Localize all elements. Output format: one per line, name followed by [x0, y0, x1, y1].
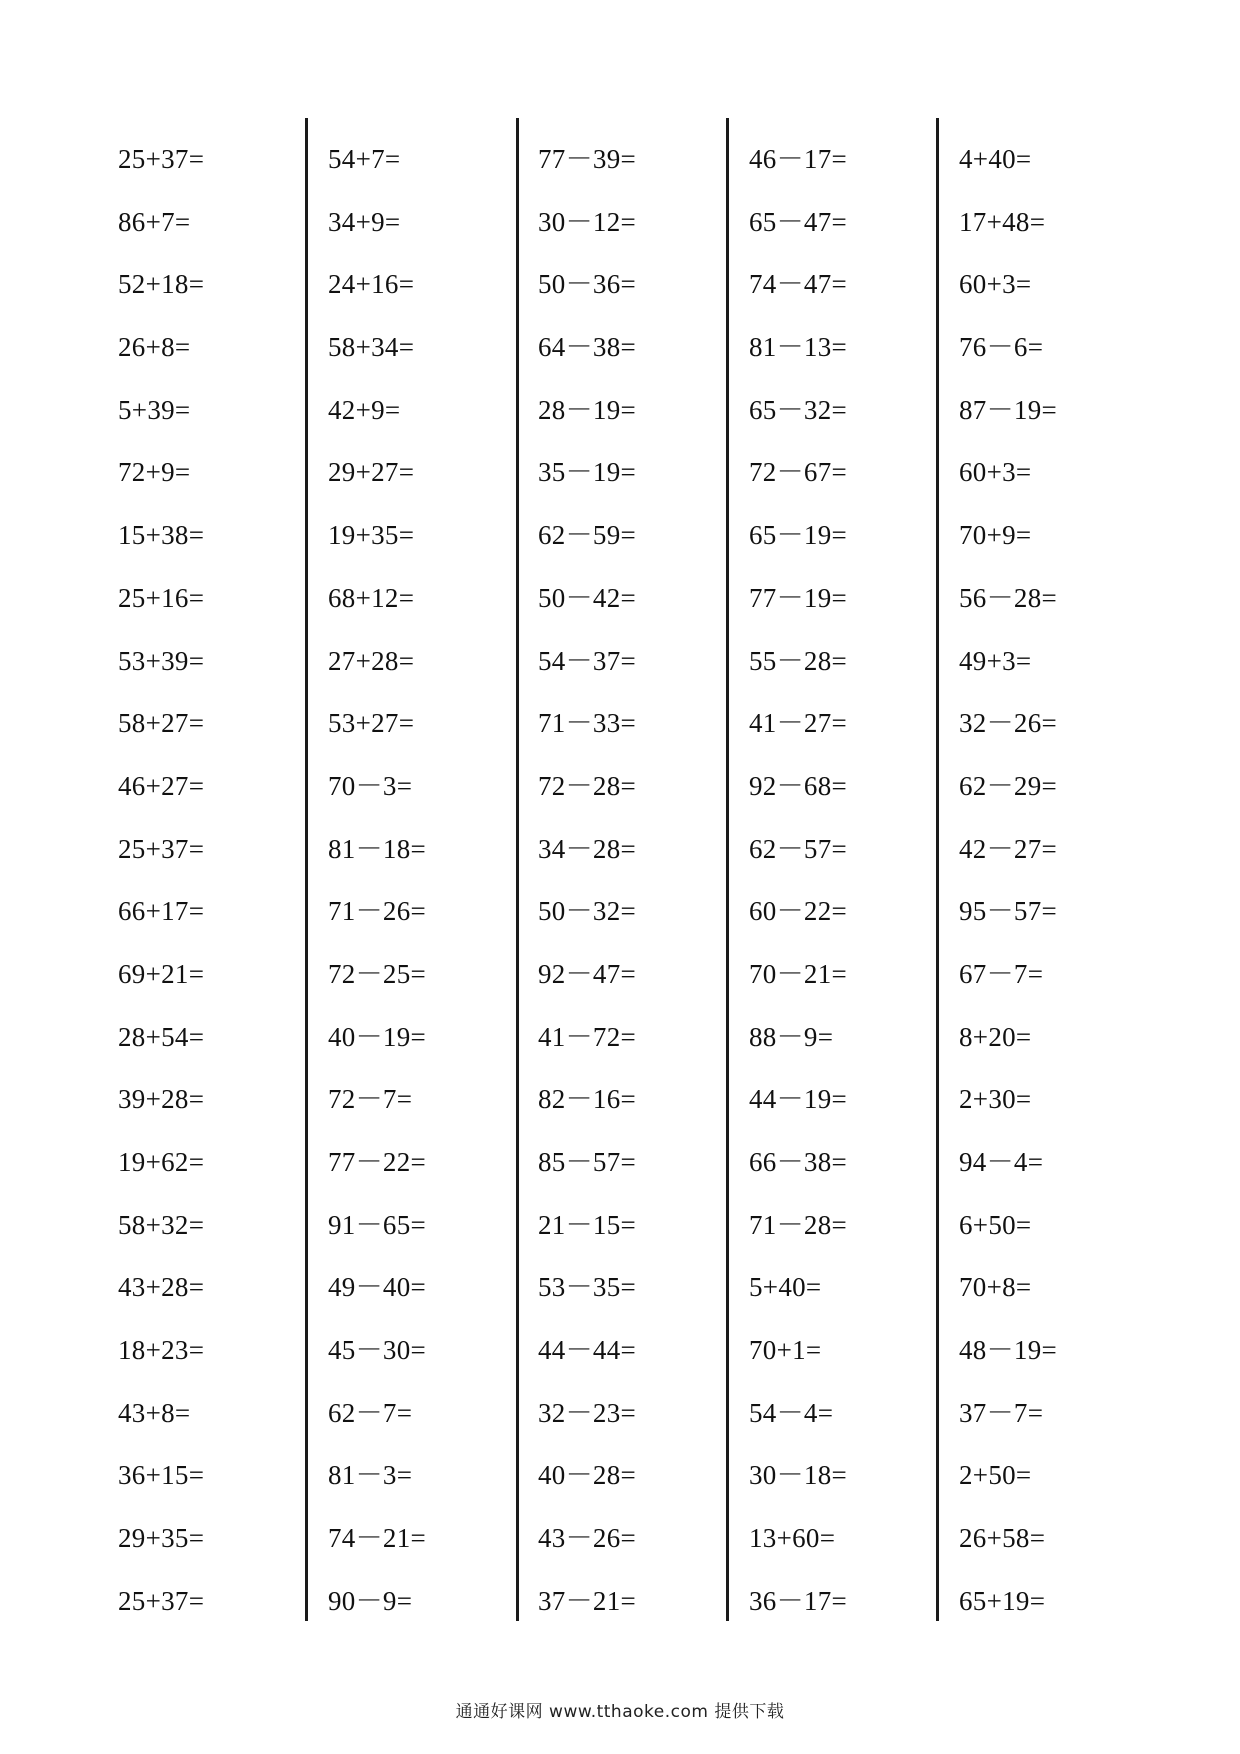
math-problem: 77－19=	[749, 582, 848, 613]
math-problem: 58+34=	[328, 332, 415, 363]
math-problem: 43－26=	[538, 1523, 637, 1554]
problem-column-5	[959, 128, 1159, 1633]
math-problem: 87－19=	[959, 394, 1058, 425]
math-problem: 81－18=	[328, 833, 427, 864]
math-problem: 36+15=	[118, 1460, 205, 1491]
problem-column-2	[328, 128, 528, 1633]
math-problem: 19+35=	[328, 520, 415, 551]
math-problem: 37－7=	[959, 1397, 1044, 1428]
problem-column-1	[118, 128, 318, 1633]
math-problem: 94－4=	[959, 1147, 1044, 1177]
math-problem: 54－4=	[749, 1397, 834, 1428]
math-problem: 26+8=	[118, 332, 191, 363]
math-problem: 58+32=	[118, 1209, 205, 1240]
math-problem: 42+9=	[328, 394, 401, 425]
math-problem: 43+28=	[118, 1272, 205, 1303]
math-problem: 19+62=	[118, 1147, 205, 1177]
math-problem: 49+3=	[959, 645, 1032, 676]
math-problem: 25+37=	[118, 144, 205, 174]
math-problem: 28+54=	[118, 1021, 205, 1052]
math-problem: 72+9=	[118, 457, 191, 488]
math-problem: 41－27=	[749, 708, 848, 739]
math-problem: 5+39=	[118, 394, 191, 425]
math-problem: 25+37=	[118, 833, 205, 864]
math-problem: 58+27=	[118, 708, 205, 739]
math-problem: 6+50=	[959, 1209, 1032, 1240]
math-problem: 34+9=	[328, 206, 401, 237]
math-problem: 60－22=	[749, 896, 848, 927]
problem-column-4	[749, 128, 949, 1633]
math-problem: 66－38=	[749, 1147, 848, 1177]
math-problem: 26+58=	[959, 1523, 1046, 1554]
math-problem: 28－19=	[538, 394, 637, 425]
math-problem: 45－30=	[328, 1335, 427, 1366]
math-problem: 54－37=	[538, 645, 637, 676]
math-problem: 92－68=	[749, 770, 848, 801]
math-problem: 90－9=	[328, 1585, 413, 1616]
math-problem: 48－19=	[959, 1335, 1058, 1366]
math-problem: 52+18=	[118, 269, 205, 300]
math-problem: 70－3=	[328, 770, 413, 801]
math-problem: 81－13=	[749, 332, 848, 363]
math-problem: 36－17=	[749, 1585, 848, 1616]
math-problem: 67－7=	[959, 958, 1044, 989]
math-problem: 4+40=	[959, 144, 1032, 174]
math-problem: 60+3=	[959, 269, 1032, 300]
math-problem: 50－36=	[538, 269, 637, 300]
math-problem: 70－21=	[749, 958, 848, 989]
math-problem: 49－40=	[328, 1272, 427, 1303]
math-problem: 62－29=	[959, 770, 1058, 801]
math-problem: 30－12=	[538, 206, 637, 237]
footer-source-text: 通通好课网 www.tthaoke.com 提供下载	[455, 1702, 785, 1722]
math-problem: 32－23=	[538, 1397, 637, 1428]
math-problem: 65－47=	[749, 206, 848, 237]
math-problem: 65+19=	[959, 1585, 1046, 1616]
math-problem: 50－32=	[538, 896, 637, 927]
math-problem: 53+39=	[118, 645, 205, 676]
math-problem: 43+8=	[118, 1397, 191, 1428]
math-problem: 65－32=	[749, 394, 848, 425]
math-problem: 72－28=	[538, 770, 637, 801]
math-problem: 25+16=	[118, 582, 205, 613]
math-problem: 40－28=	[538, 1460, 637, 1491]
math-problem: 30－18=	[749, 1460, 848, 1491]
math-problem: 44－44=	[538, 1335, 637, 1366]
math-problem: 85－57=	[538, 1147, 637, 1177]
problem-column-3	[538, 128, 738, 1633]
math-problem: 70+1=	[749, 1335, 822, 1366]
math-problem: 92－47=	[538, 958, 637, 989]
math-problem: 35－19=	[538, 457, 637, 488]
math-problem: 77－39=	[538, 144, 637, 174]
math-problem: 40－19=	[328, 1021, 427, 1052]
math-problem: 17+48=	[959, 206, 1046, 237]
math-problem: 37－21=	[538, 1585, 637, 1616]
math-problem: 70+9=	[959, 520, 1032, 551]
math-problem: 5+40=	[749, 1272, 822, 1303]
math-problem: 15+38=	[118, 520, 205, 551]
math-problem: 88－9=	[749, 1021, 834, 1052]
math-problem: 29+27=	[328, 457, 415, 488]
math-problem: 82－16=	[538, 1084, 637, 1115]
math-problem: 68+12=	[328, 582, 415, 613]
math-problem: 65－19=	[749, 520, 848, 551]
math-problem: 95－57=	[959, 896, 1058, 927]
math-problem: 55－28=	[749, 645, 848, 676]
math-problem: 2+50=	[959, 1460, 1032, 1491]
math-problem: 46+27=	[118, 770, 205, 801]
math-problem: 64－38=	[538, 332, 637, 363]
math-problem: 69+21=	[118, 958, 205, 989]
math-problem: 91－65=	[328, 1209, 427, 1240]
math-problem: 34－28=	[538, 833, 637, 864]
math-problem: 50－42=	[538, 582, 637, 613]
math-problem: 53+27=	[328, 708, 415, 739]
math-problem: 62－57=	[749, 833, 848, 864]
math-problem: 18+23=	[118, 1335, 205, 1366]
math-problem: 76－6=	[959, 332, 1044, 363]
math-problem: 54+7=	[328, 144, 401, 174]
math-problem: 29+35=	[118, 1523, 205, 1554]
math-problem: 74－21=	[328, 1523, 427, 1554]
math-problem: 86+7=	[118, 206, 191, 237]
math-problem: 25+37=	[118, 1585, 205, 1616]
math-problem: 41－72=	[538, 1021, 637, 1052]
math-problem: 46－17=	[749, 144, 848, 174]
math-problem: 42－27=	[959, 833, 1058, 864]
math-problem: 72－67=	[749, 457, 848, 488]
math-problem: 24+16=	[328, 269, 415, 300]
math-problem: 27+28=	[328, 645, 415, 676]
math-problem: 70+8=	[959, 1272, 1032, 1303]
math-problem: 62－59=	[538, 520, 637, 551]
math-problem: 62－7=	[328, 1397, 413, 1428]
math-problem: 71－28=	[749, 1209, 848, 1240]
math-problem: 44－19=	[749, 1084, 848, 1115]
math-problem: 8+20=	[959, 1021, 1032, 1052]
math-problem: 71－33=	[538, 708, 637, 739]
math-problem: 72－7=	[328, 1084, 413, 1115]
math-problem: 60+3=	[959, 457, 1032, 488]
math-problem: 56－28=	[959, 582, 1058, 613]
math-problem: 13+60=	[749, 1523, 836, 1554]
math-problem: 74－47=	[749, 269, 848, 300]
math-problem: 72－25=	[328, 958, 427, 989]
math-problem: 77－22=	[328, 1147, 427, 1177]
math-problem: 32－26=	[959, 708, 1058, 739]
math-problem: 21－15=	[538, 1209, 637, 1240]
math-problem: 53－35=	[538, 1272, 637, 1303]
math-problem: 81－3=	[328, 1460, 413, 1491]
math-problem: 2+30=	[959, 1084, 1032, 1115]
math-problem: 71－26=	[328, 896, 427, 927]
math-problem: 39+28=	[118, 1084, 205, 1115]
math-problem: 66+17=	[118, 896, 205, 927]
